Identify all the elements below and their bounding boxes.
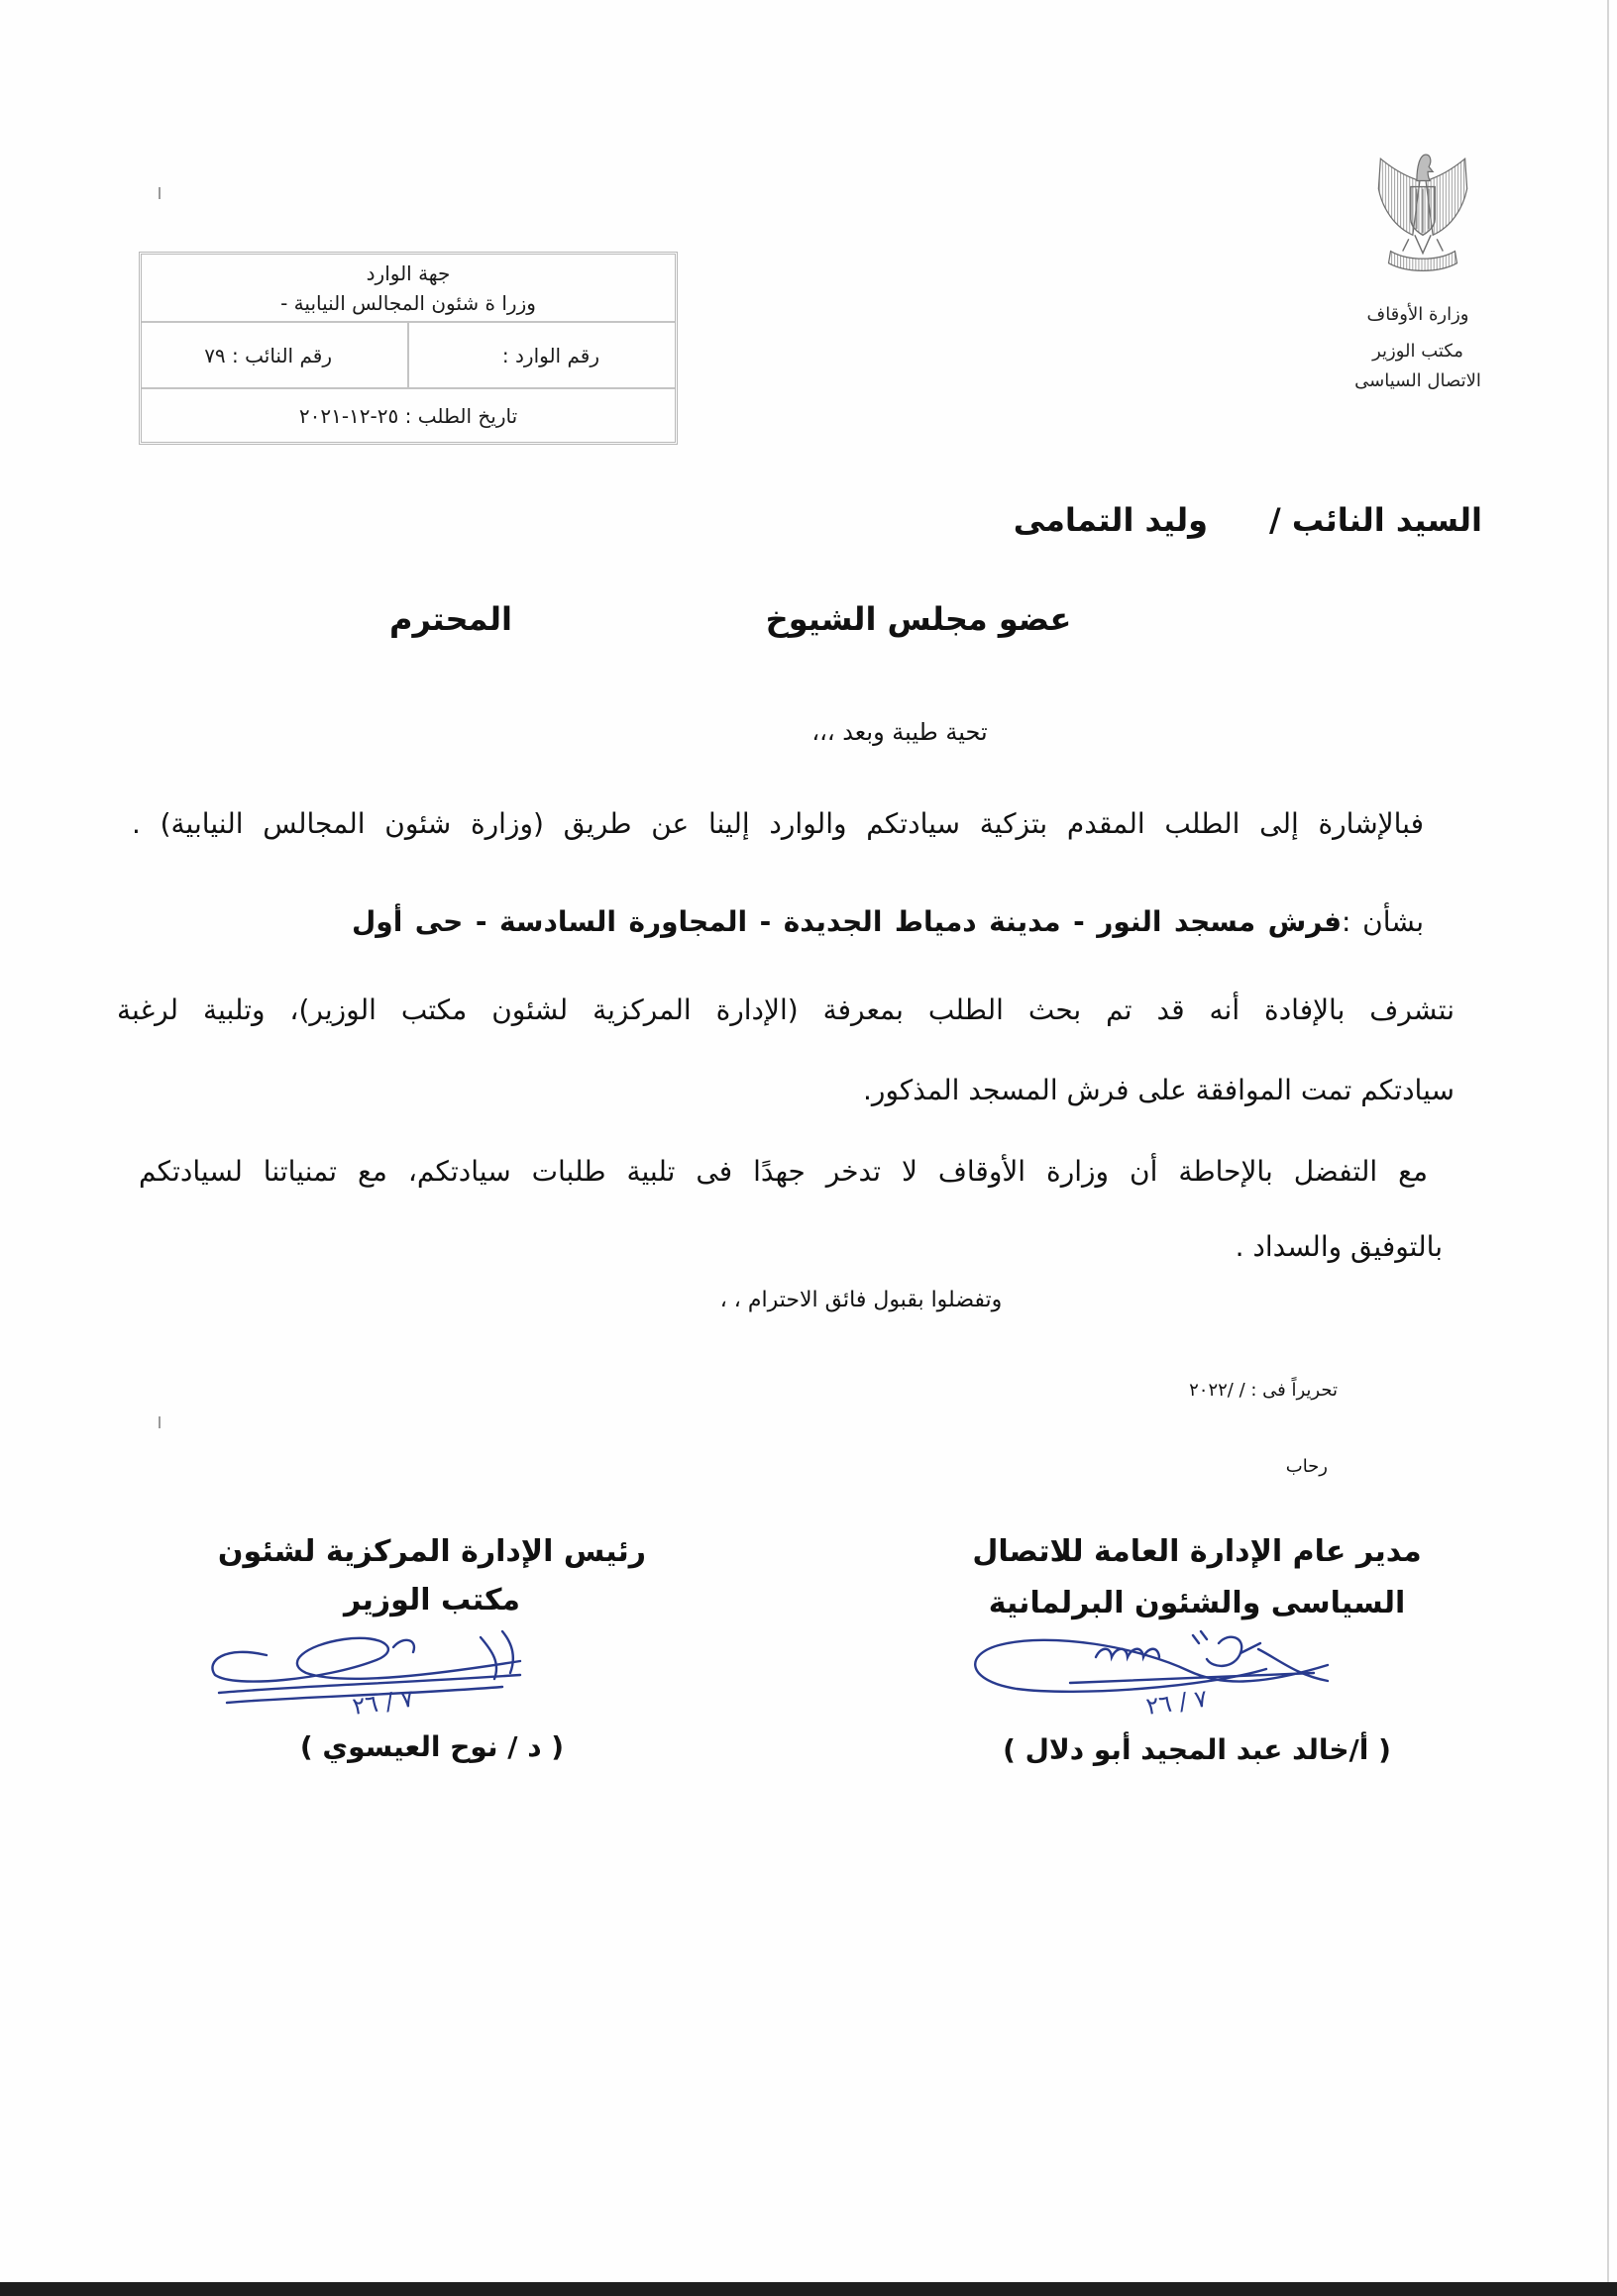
addressee-position: عضو مجلس الشيوخ bbox=[765, 600, 1072, 638]
right-signatory-name: ( أ/خالد عبد المجيد أبو دلال ) bbox=[1003, 1733, 1391, 1766]
eagle-emblem-icon bbox=[1372, 147, 1473, 282]
decision-line-1: نتشرف بالإفادة أنه قد تم بحث الطلب بمعرفة (الإدارة المركزية لشئون مكتب الوزير)، وتلبية لرغبة bbox=[117, 993, 1455, 1026]
request-date: تاريخ الطلب : ٢٥-١٢-٢٠٢١ bbox=[298, 403, 518, 428]
addressee-title: السيد النائب / bbox=[1268, 501, 1482, 539]
department-name: الاتصال السياسى bbox=[1354, 370, 1481, 391]
addressee-honorific: المحترم bbox=[389, 600, 512, 638]
left-signature bbox=[205, 1618, 527, 1721]
right-signatory-title-1: مدير عام الإدارة العامة للاتصال bbox=[972, 1534, 1422, 1569]
decision-line-2: سيادتكم تمت الموافقة على فرش المسجد المذكور. bbox=[863, 1074, 1455, 1106]
assurance-line-2: بالتوفيق والسداد . bbox=[1235, 1230, 1443, 1263]
right-signature bbox=[959, 1625, 1341, 1721]
written-on-date: تحريراً فى : / /٢٠٢٢ bbox=[1189, 1380, 1338, 1401]
left-signature-mark: ٧ / ٢٦ bbox=[350, 1684, 416, 1721]
ministry-name: وزارة الأوقاف bbox=[1366, 304, 1469, 325]
assurance-line-1: مع التفضل بالإحاطة أن وزارة الأوقاف لا تدخر جهدًا فى تلبية طلبات سيادتكم، مع تمنياتنا لسيادتكم bbox=[139, 1155, 1428, 1188]
closing-line: وتفضلوا بقبول فائق الاحترام ، ، bbox=[719, 1288, 1003, 1312]
subject-line bbox=[352, 899, 1424, 945]
incoming-source-row bbox=[142, 255, 675, 323]
margin-tick-bottom bbox=[159, 1416, 161, 1428]
incoming-source-label: جهة الوارد bbox=[366, 261, 451, 285]
deputy-number-cell bbox=[142, 323, 407, 387]
request-date-row bbox=[142, 389, 675, 442]
subject-label: بشأن : bbox=[1342, 905, 1424, 938]
typist-initials: رحاب bbox=[1285, 1456, 1328, 1477]
incoming-info-table bbox=[139, 252, 678, 445]
scan-edge-right bbox=[1607, 0, 1609, 2296]
margin-tick-top bbox=[159, 187, 161, 199]
scan-edge-bottom bbox=[0, 2282, 1617, 2296]
subject-text: فرش مسجد النور - مدينة دمياط الجديدة - المجاورة السادسة - حى أول bbox=[352, 905, 1343, 938]
left-signatory-title-1: رئيس الإدارة المركزية لشئون bbox=[217, 1534, 647, 1569]
incoming-number-label: رقم الوارد : bbox=[501, 343, 599, 367]
incoming-source-value: وزرا ة شئون المجالس النيابية - bbox=[280, 290, 536, 315]
addressee-name: وليد التمامى bbox=[1013, 501, 1208, 539]
deputy-number: رقم النائب : ٧٩ bbox=[204, 343, 332, 367]
office-name: مكتب الوزير bbox=[1372, 341, 1463, 362]
right-signature-mark: ٧ / ٢٦ bbox=[1143, 1684, 1210, 1721]
incoming-number-cell bbox=[407, 323, 675, 387]
numbers-row bbox=[142, 323, 675, 389]
right-signatory-title-2: السياسى والشئون البرلمانية bbox=[988, 1586, 1406, 1620]
reference-paragraph: فبالإشارة إلى الطلب المقدم بتزكية سيادتكم والوارد إلينا عن طريق (وزارة شئون المجالس النيابية) . bbox=[132, 807, 1424, 840]
greeting: تحية طيبة وبعد ،،، bbox=[811, 718, 988, 746]
left-signatory-title-2: مكتب الوزير bbox=[343, 1583, 521, 1618]
left-signatory-name: ( د / نوح العيسوي ) bbox=[299, 1730, 565, 1763]
